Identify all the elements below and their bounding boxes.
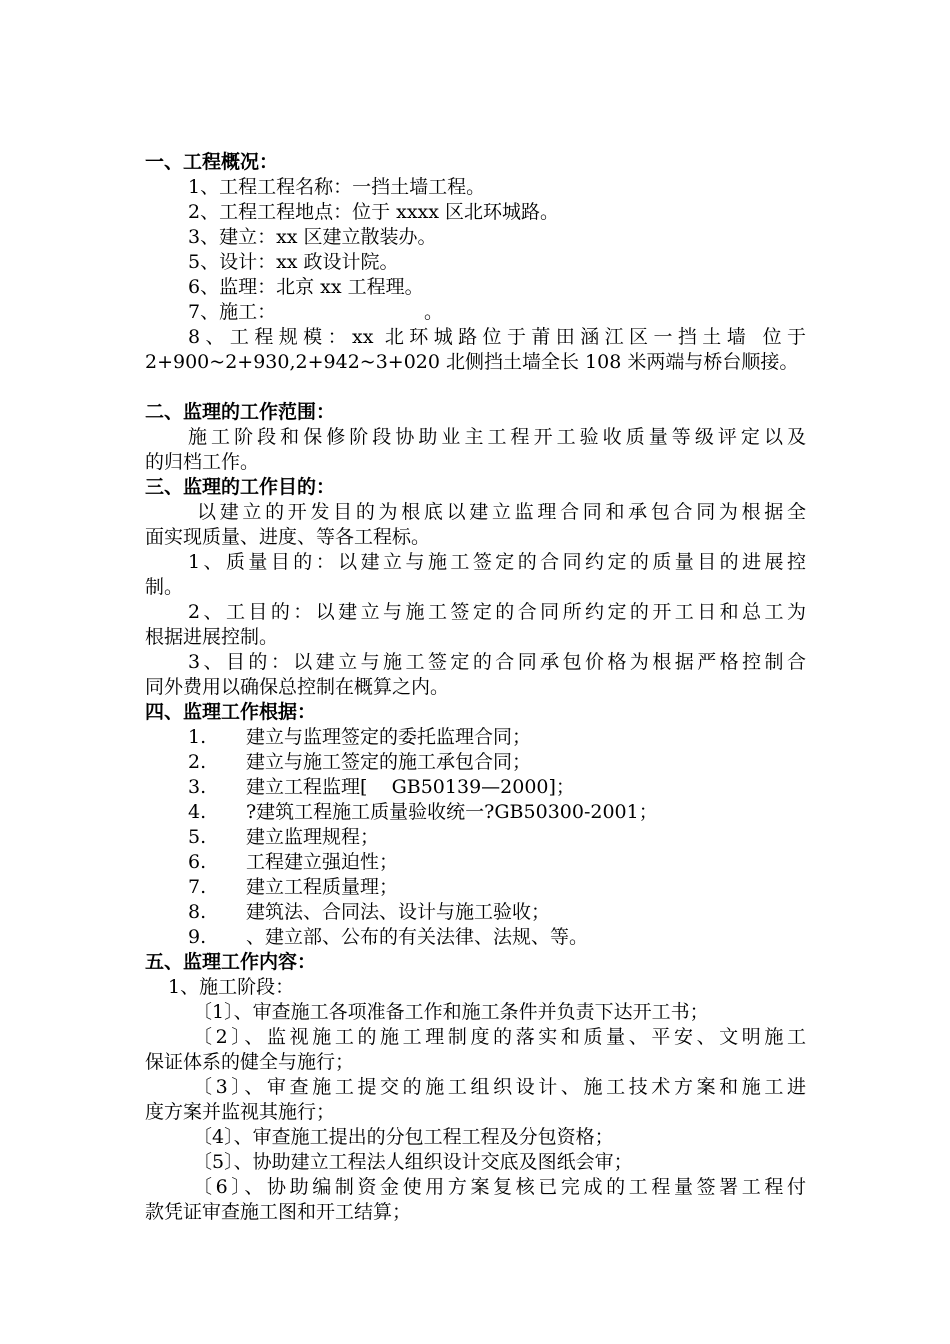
basis-item-num: 9. [188, 926, 207, 948]
basis-item-num: 5. [188, 826, 207, 848]
basis-item-num: 8. [188, 901, 207, 923]
basis-item-num: 7. [188, 876, 207, 898]
scope-text-2: 的归档工作。 [145, 451, 260, 473]
objectives-cost-1: 3、目的：以建立与施工签定的合同承包价格为根据严格控制合 [188, 651, 806, 673]
content-item-3-cont: 度方案并监视其施行； [145, 1101, 336, 1123]
basis-item-text: 建筑法、合同法、设计与施工验收； [246, 901, 551, 923]
objectives-text-1: 以建立的开发目的为根底以建立监理合同和承包合同为根据全 [197, 501, 806, 523]
objectives-schedule-2: 根据进展控制。 [145, 626, 279, 648]
overview-item-7-end: 。 [424, 301, 444, 323]
content-item-5: 〔5〕、协助建立工程法人组织设计交底及图纸会审； [193, 1151, 633, 1173]
content-phase-title: 1、施工阶段： [168, 976, 295, 998]
objectives-schedule-1: 2、工目的：以建立与施工签定的合同所约定的开工日和总工为 [188, 601, 806, 623]
objectives-cost-2: 同外费用以确保总控制在概算之内。 [145, 676, 450, 698]
section-heading-scope: 二、监理的工作范围： [145, 401, 336, 423]
overview-item-2: 2、工程工程地点：位于 xxxx 区北环城路。 [188, 201, 560, 223]
overview-item-5: 5、设计：xx 政设计院。 [188, 251, 399, 273]
section-heading-overview: 一、工程概况： [145, 151, 279, 173]
content-item-4: 〔4〕、审查施工提出的分包工程工程及分包资格； [193, 1126, 614, 1148]
content-item-2: 〔2〕、监视施工的施工理制度的落实和质量、平安、文明施工 [193, 1026, 806, 1048]
basis-item-num: 6. [188, 851, 207, 873]
basis-item-text: 建立工程质量理； [246, 876, 399, 898]
basis-item-text: ?建筑工程施工质量验收统一?GB50300-2001； [246, 801, 658, 823]
overview-item-1: 1、工程工程名称：一挡土墙工程。 [188, 176, 486, 198]
basis-item-text: 建立与施工签定的施工承包合同； [246, 751, 532, 773]
basis-item-num: 3. [188, 776, 207, 798]
content-item-2-cont: 保证体系的健全与施行； [145, 1051, 355, 1073]
content-item-6: 〔6〕、协助编制资金使用方案复核已完成的工程量签署工程付 [193, 1176, 806, 1198]
scope-text-1: 施工阶段和保修阶段协助业主工程开工验收质量等级评定以及 [188, 426, 806, 448]
section-heading-content: 五、监理工作内容： [145, 951, 317, 973]
overview-item-6: 6、监理：北京 xx 工程理。 [188, 276, 424, 298]
section-heading-objectives: 三、监理的工作目的： [145, 476, 336, 498]
objectives-text-2: 面实现质量、进度、等各工程标。 [145, 526, 431, 548]
basis-item-text: 建立工程监理[ GB50139—2000]； [246, 776, 575, 798]
basis-item-text: 建立监理规程； [246, 826, 380, 848]
basis-item-text: 建立与监理签定的委托监理合同； [246, 726, 532, 748]
content-item-3: 〔3〕、审查施工提交的施工组织设计、施工技术方案和施工进 [193, 1076, 806, 1098]
content-item-6-cont: 款凭证审查施工图和开工结算； [145, 1201, 412, 1223]
overview-item-8-cont: 2+900~2+930,2+942~3+020 北侧挡土墙全长 108 米两端与桥台顺接。 [145, 351, 799, 373]
basis-item-num: 1. [188, 726, 207, 748]
overview-item-3: 3、建立：xx 区建立散装办。 [188, 226, 437, 248]
overview-item-7: 7、施工： [188, 301, 277, 323]
objectives-quality-1: 1、质量目的：以建立与施工签定的合同约定的质量目的进展控 [188, 551, 806, 573]
objectives-quality-2: 制。 [145, 576, 184, 598]
basis-item-text: 工程建立强迫性； [246, 851, 399, 873]
overview-item-8: 8、工程规模：xx 北环城路位于莆田涵江区一挡土墙 位于 [188, 326, 806, 348]
content-item-1: 〔1〕、审查施工各项准备工作和施工条件并负责下达开工书； [193, 1001, 709, 1023]
section-heading-basis: 四、监理工作根据： [145, 701, 317, 723]
basis-item-num: 2. [188, 751, 207, 773]
basis-item-text: 、建立部、公布的有关法律、法规、等。 [246, 926, 589, 948]
basis-item-num: 4. [188, 801, 207, 823]
